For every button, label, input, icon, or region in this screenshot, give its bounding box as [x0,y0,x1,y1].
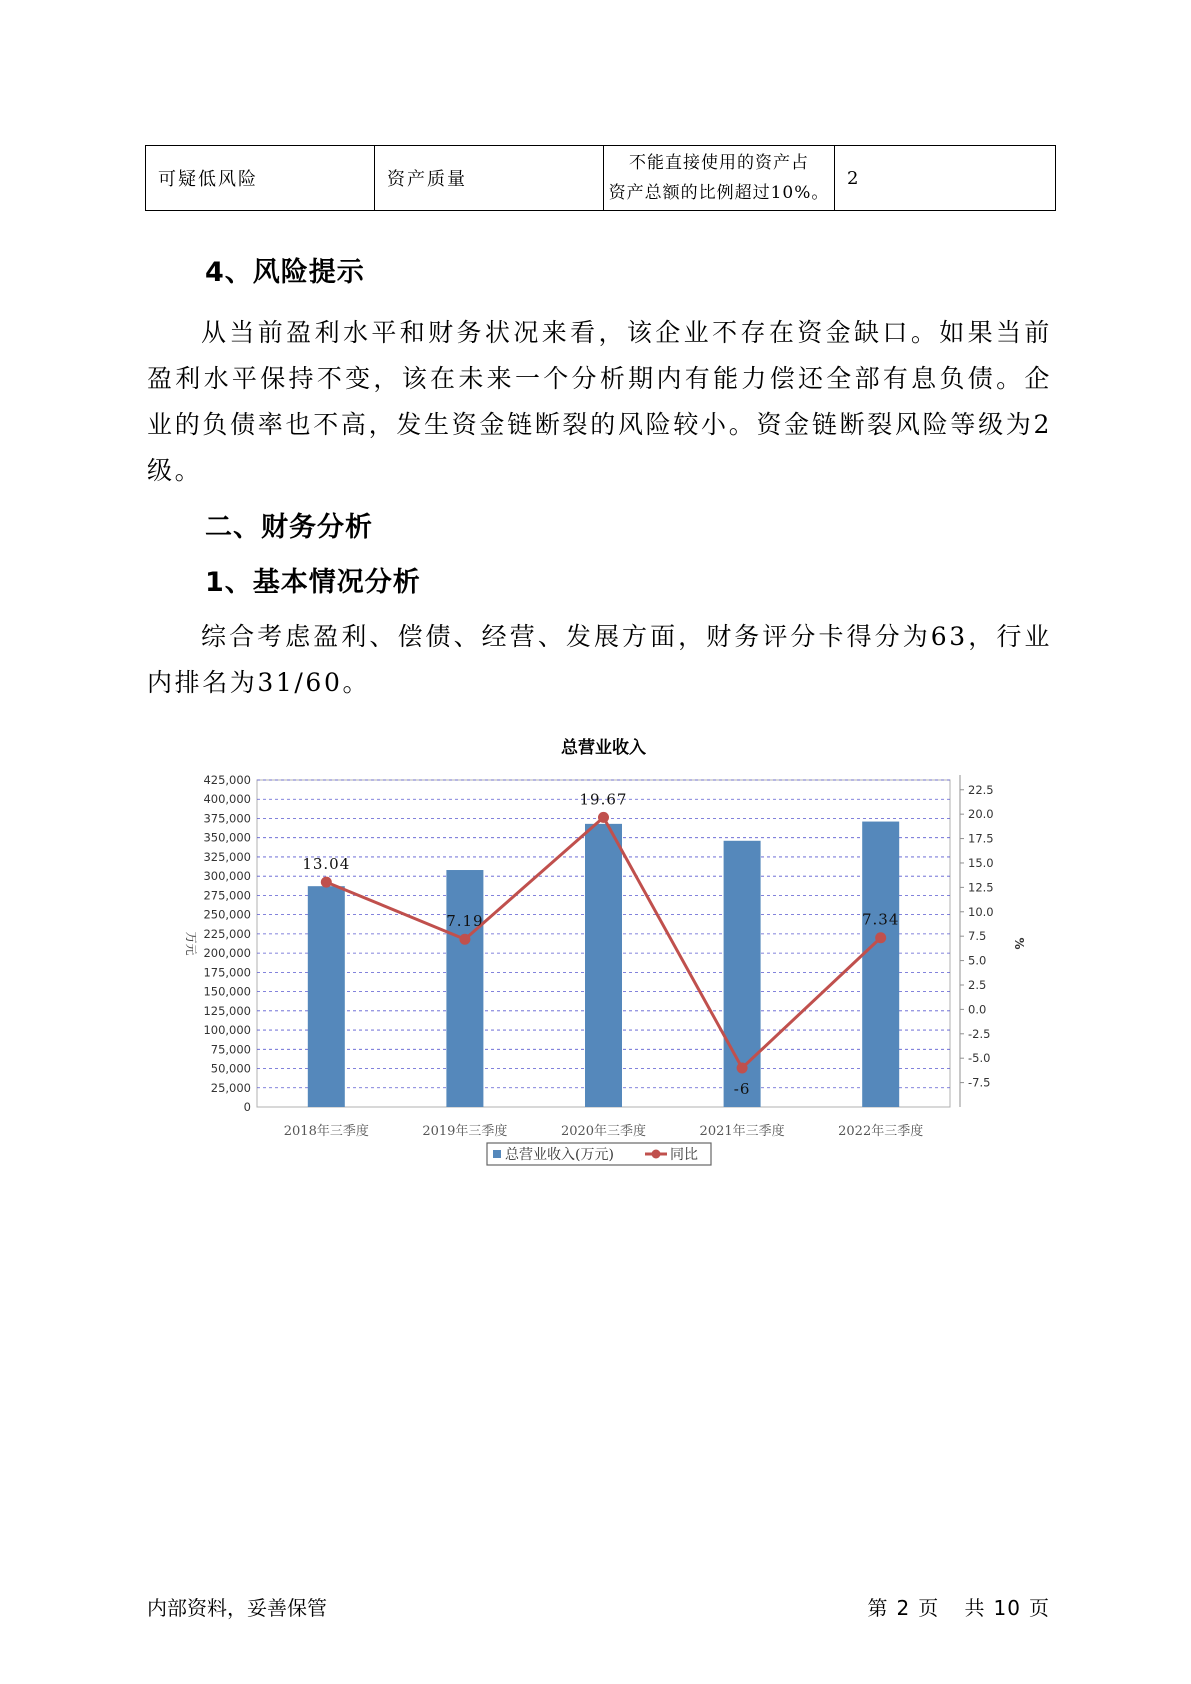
x-tick-label: 2020年三季度 [560,1124,647,1139]
y-tick-label: 375,000 [203,811,251,826]
bar-3 [585,824,622,1107]
y2-tick-label: 20.0 [968,807,994,822]
y-tick-label: 275,000 [203,888,251,903]
x-tick-label: 2021年三季度 [699,1124,785,1139]
y2-tick-label: 12.5 [968,880,994,895]
yoy-data-label: -6 [733,1079,751,1098]
bar-5 [862,822,899,1107]
legend-bar-label: 总营业收入(万元) [505,1147,614,1163]
finance-paragraph: 综合考虑盈利、偿债、经营、发展方面，财务评分卡得分为63，行业内排名为31/60。 [147,622,1052,697]
y2-tick-label: -2.5 [968,1026,991,1041]
y-tick-label: 325,000 [203,849,251,864]
total-prefix: 共 [964,1596,986,1620]
risk-paragraph: 从当前盈利水平和财务状况来看，该企业不存在资金缺口。如果当前盈利水平保持不变，该在未来一个分析期内有能力偿还全部有息负债。企业的负债率也不高，发生资金链断裂的风险较小。资金链断裂风险等级为2级。 [147,318,1052,485]
y-tick-label: 150,000 [203,984,251,999]
bar-2 [446,870,483,1107]
y-tick-label: 0 [243,1100,251,1114]
y2-tick-label: 0.0 [968,1002,987,1017]
y2-tick-label: 2.5 [968,977,987,992]
table-row [146,146,1056,211]
y2-tick-label: 7.5 [968,929,987,944]
yoy-data-label: 19.67 [579,790,628,809]
y-tick-label: 350,000 [203,830,251,845]
yoy-data-label: 13.04 [302,855,351,874]
risk-criterion-cell [604,146,835,211]
bar-1 [308,886,345,1107]
risk-score-cell: 2 [835,146,1056,211]
y-tick-label: 75,000 [210,1042,251,1057]
y2-tick-label: 15.0 [968,855,994,870]
y2-tick-label: -7.5 [968,1075,991,1090]
yoy-point-5 [875,932,886,943]
yoy-data-label: 7.34 [861,910,900,929]
finance-heading: 二、财务分析 [205,512,373,543]
legend-line-label: 同比 [670,1147,698,1163]
risk-criteria-table [145,145,1056,211]
yoy-point-2 [459,934,470,945]
y-tick-label: 175,000 [203,965,251,980]
y2-axis-title: % [1012,937,1026,950]
page-number: 2 [896,1596,911,1620]
risk-level-cell: 可疑低风险 [146,146,375,211]
risk-heading: 4、风险提示 [205,257,365,288]
y-tick-label: 250,000 [203,907,251,922]
page-prefix: 第 [867,1596,889,1620]
y2-tick-label: 22.5 [968,782,994,797]
yoy-point-3 [598,812,609,823]
y-tick-label: 50,000 [210,1061,251,1076]
chart-title: 总营业收入 [561,738,646,758]
footer-page-info [863,1592,1054,1621]
y-tick-label: 125,000 [203,1003,251,1018]
y-axis-title: 万元 [184,931,198,956]
y-tick-label: 300,000 [203,869,251,884]
y2-tick-label: 17.5 [968,831,994,846]
x-tick-label: 2018年三季度 [283,1124,369,1139]
y-tick-label: 200,000 [203,946,251,961]
total-unit: 页 [1029,1596,1050,1620]
y-tick-label: 25,000 [210,1080,251,1095]
page-unit: 页 [918,1596,940,1620]
y2-tick-label: 10.0 [968,904,994,919]
yoy-data-label: 7.19 [446,912,484,931]
revenue-chart [175,725,1035,1185]
risk-category-cell: 资产质量 [375,146,604,211]
y-tick-label: 400,000 [203,792,251,807]
footer-confidential-note: 内部资料，妥善保管 [147,1596,327,1620]
criterion-line-2: 资产总额的比例超过10%。 [608,183,830,203]
y-tick-label: 100,000 [203,1023,251,1038]
x-tick-label: 2022年三季度 [838,1124,924,1139]
total-pages: 10 [993,1596,1021,1620]
x-tick-label: 2019年三季度 [422,1124,508,1139]
y-tick-label: 225,000 [203,926,251,941]
yoy-point-1 [321,877,332,888]
legend-line-marker [652,1150,661,1159]
basic-analysis-heading: 1、基本情况分析 [205,567,421,598]
legend-bar-swatch [493,1150,501,1158]
y2-tick-label: -5.0 [968,1051,991,1066]
y2-tick-label: 5.0 [968,953,987,968]
yoy-point-4 [737,1062,748,1073]
criterion-line-1: 不能直接使用的资产占 [629,153,809,173]
y-tick-label: 425,000 [203,773,251,787]
